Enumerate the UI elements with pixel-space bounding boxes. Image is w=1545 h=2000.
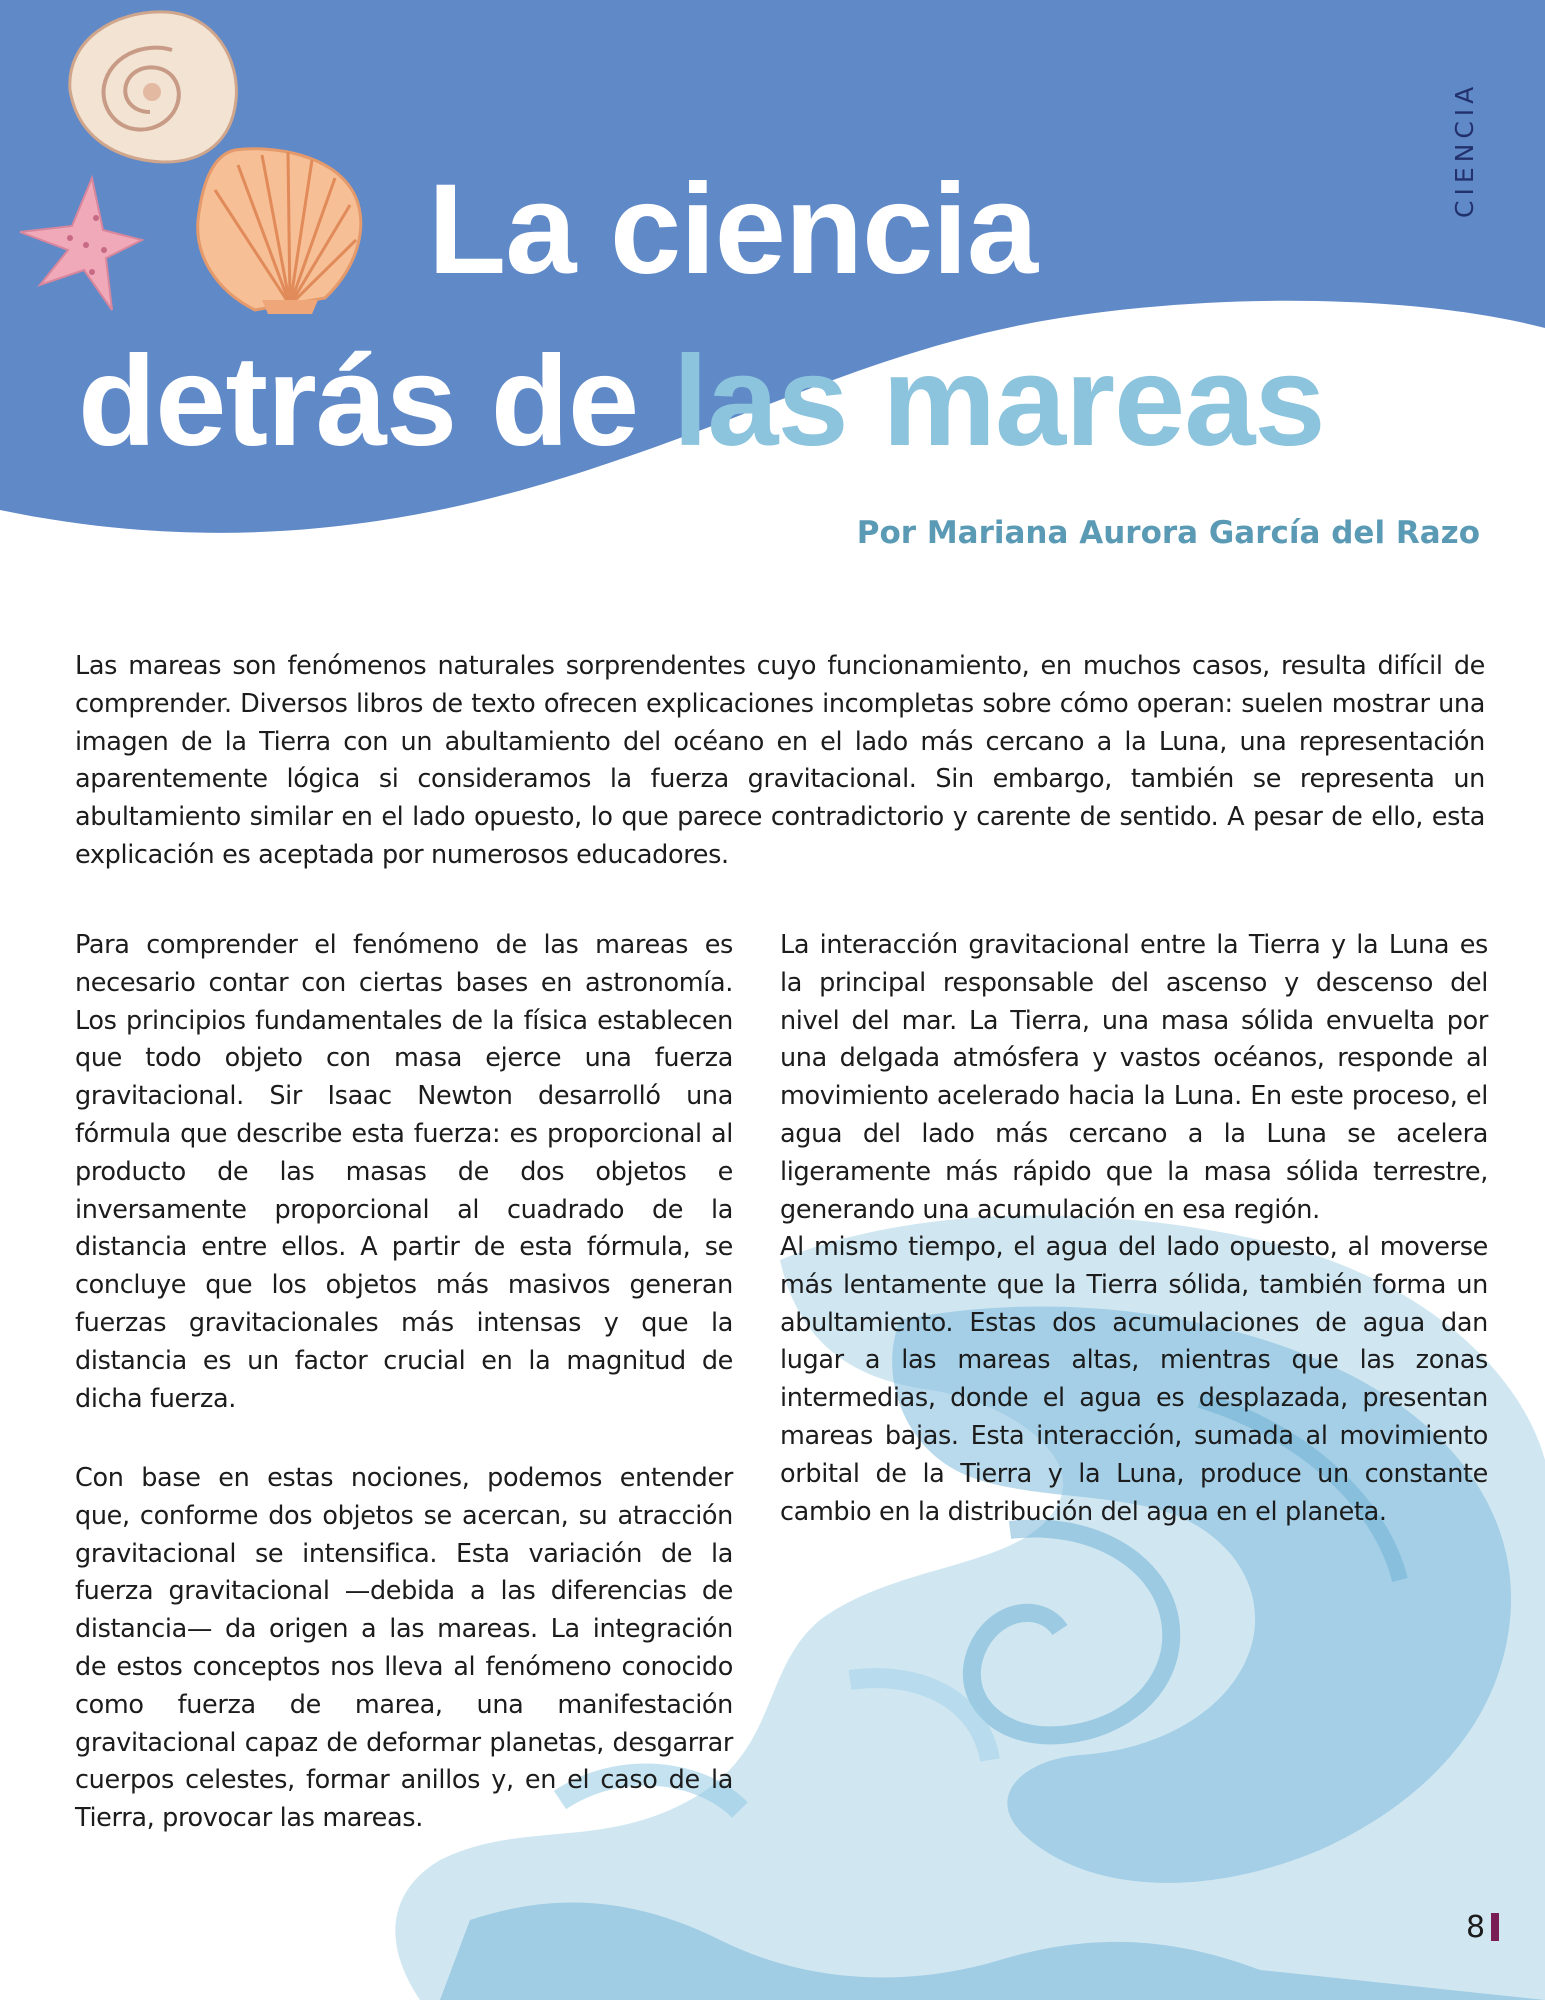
- intro-paragraph: Las mareas son fenómenos naturales sorprendentes cuyo funcionamiento, en muchos casos, resulta difícil de comprender. Diversos libros de texto ofrecen explicaciones incompletas sobre cómo operan: suelen mostrar una imagen de la Tierra con un abultamiento del océano en el lado más cercano a la Luna, una representación aparentemente lógica si consideramos la fuerza gravitacional. Sin embargo, también se representa un abultamiento similar en el lado opuesto, lo que parece contradictorio y carente de sentido. A pesar de ello, esta explicación es aceptada por numerosos educadores.: [75, 651, 1485, 870]
- title-line-2: [78, 330, 1325, 473]
- section-label: CIENCIA: [1450, 81, 1479, 219]
- column2-paragraph-1: La interacción gravitacional entre la Tierra y la Luna es la principal responsable del ascenso y descenso del nivel del mar. La Tierra, una masa sólida envuelta por una delgada atmósfera y vastos océanos, responde al movimiento acelerado hacia la Luna. En este proceso, el agua del lado más cercano a la Luna se acelera ligeramente más rápido que la masa sólida terrestre, generando una acumulación en esa región.: [780, 930, 1488, 1225]
- title-line-1: La ciencia: [428, 158, 1037, 301]
- page-number: 8: [1466, 1910, 1486, 1945]
- column1-paragraph-2: Con base en estas nociones, podemos entender que, conforme dos objetos se acercan, su atracción gravitacional se intensifica. Esta variación de la fuerza gravitacional —debida a las diferencias de distancia— da origen a las mareas. La integración de estos conceptos nos lleva al fenómeno conocido como fuerza de marea, una manifestación gravitacional capaz de deformar planetas, desgarrar cuerpos celestes, formar anillos y, en el caso de la Tierra, provocar las mareas.: [75, 1463, 733, 1834]
- column2-paragraph-2: Al mismo tiempo, el agua del lado opuesto, al moverse más lentamente que la Tierra sólida, también forma un abultamiento. Estas dos acumulaciones de agua dan lugar a las mareas altas, mientras que las zonas intermedias, donde el agua es desplazada, presentan mareas bajas. Esta interacción, sumada al movimiento orbital de la Tierra y la Luna, produce un constante cambio en la distribución del agua en el planeta.: [780, 1232, 1488, 1527]
- title-accent-words: las mareas: [672, 330, 1325, 473]
- byline: Por Mariana Aurora García del Razo: [856, 515, 1480, 551]
- title-white-words: detrás de: [78, 330, 673, 473]
- column1-paragraph-1: Para comprender el fenómeno de las mareas es necesario contar con ciertas bases en astronomía. Los principios fundamentales de la física establecen que todo objeto con masa ejerce una fuerza gravitacional. Sir Isaac Newton desarrolló una fórmula que describe esta fuerza: es proporcional al producto de las masas de dos objetos e inversamente proporcional al cuadrado de la distancia entre ellos. A partir de esta fórmula, se concluye que los objetos más masivos generan fuerzas gravitacionales más intensas y que la distancia es un factor crucial en la magnitud de dicha fuerza.: [75, 930, 733, 1414]
- page-marker-bar: [1491, 1913, 1499, 1941]
